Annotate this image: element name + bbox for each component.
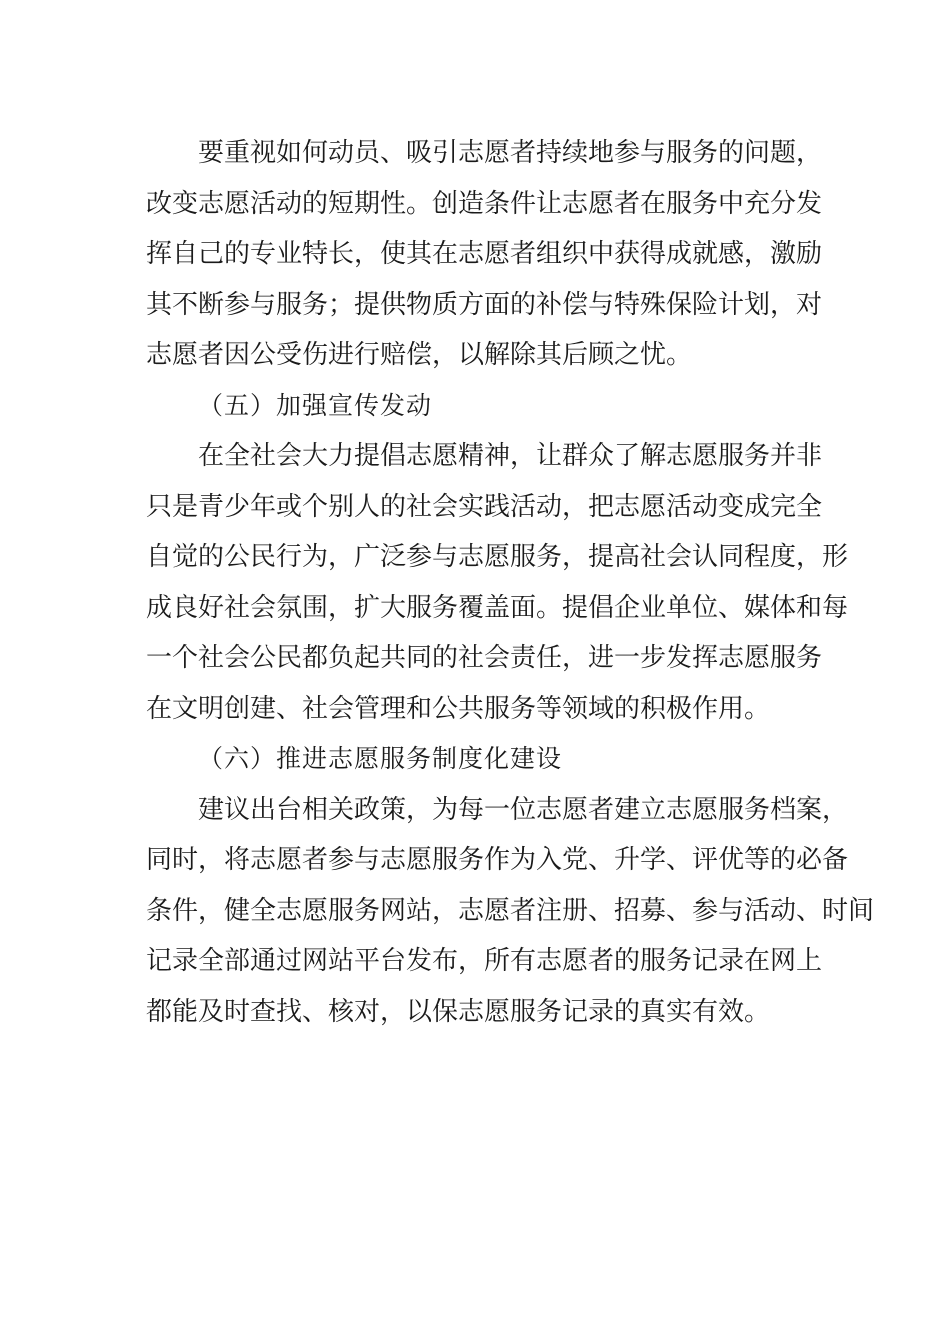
document-body <box>146 128 875 1037</box>
text-line: 记录全部通过网站平台发布，所有志愿者的服务记录在网上 <box>146 946 823 976</box>
text-line: 其不断参与服务；提供物质方面的补偿与特殊保险计划，对 <box>146 289 823 320</box>
text-line: 改变志愿活动的短期性。创造条件让志愿者在服务中充分发 <box>146 188 823 219</box>
text-line: 志愿者因公受伤进行赔偿，以解除其后顾之忧。 <box>146 340 693 370</box>
text-line: 自觉的公民行为，广泛参与志愿服务，提高社会认同程度，形 <box>146 542 849 572</box>
paragraph-publicity <box>146 431 849 734</box>
section-heading-6: （六）推进志愿服务制度化建设 <box>198 744 563 773</box>
text-line: 挥自己的专业特长，使其在志愿者组织中获得成就感，激励 <box>146 239 823 269</box>
paragraph-institutionalization <box>146 785 875 1038</box>
text-line: 要重视如何动员、吸引志愿者持续地参与服务的问题， <box>198 138 823 168</box>
text-line: 建议出台相关政策，为每一位志愿者建立志愿服务档案， <box>198 794 849 825</box>
text-line: 在全社会大力提倡志愿精神，让群众了解志愿服务并非 <box>198 441 823 471</box>
text-line: 都能及时查找、核对，以保志愿服务记录的真实有效。 <box>146 996 771 1027</box>
section-heading-5: （五）加强宣传发动 <box>198 390 433 420</box>
text-line: 同时，将志愿者参与志愿服务作为入党、升学、评优等的必备 <box>146 845 849 875</box>
text-line: 在文明创建、社会管理和公共服务等领域的积极作用。 <box>146 693 771 724</box>
paragraph-volunteer-retention <box>146 128 836 381</box>
text-line: 成良好社会氛围，扩大服务覆盖面。提倡企业单位、媒体和每 <box>146 592 849 623</box>
text-line: 条件，健全志愿服务网站，志愿者注册、招募、参与活动、时间 <box>146 895 875 926</box>
text-line: 只是青少年或个别人的社会实践活动，把志愿活动变成完全 <box>146 491 823 522</box>
text-line: 一个社会公民都负起共同的社会责任，进一步发挥志愿服务 <box>146 643 823 673</box>
